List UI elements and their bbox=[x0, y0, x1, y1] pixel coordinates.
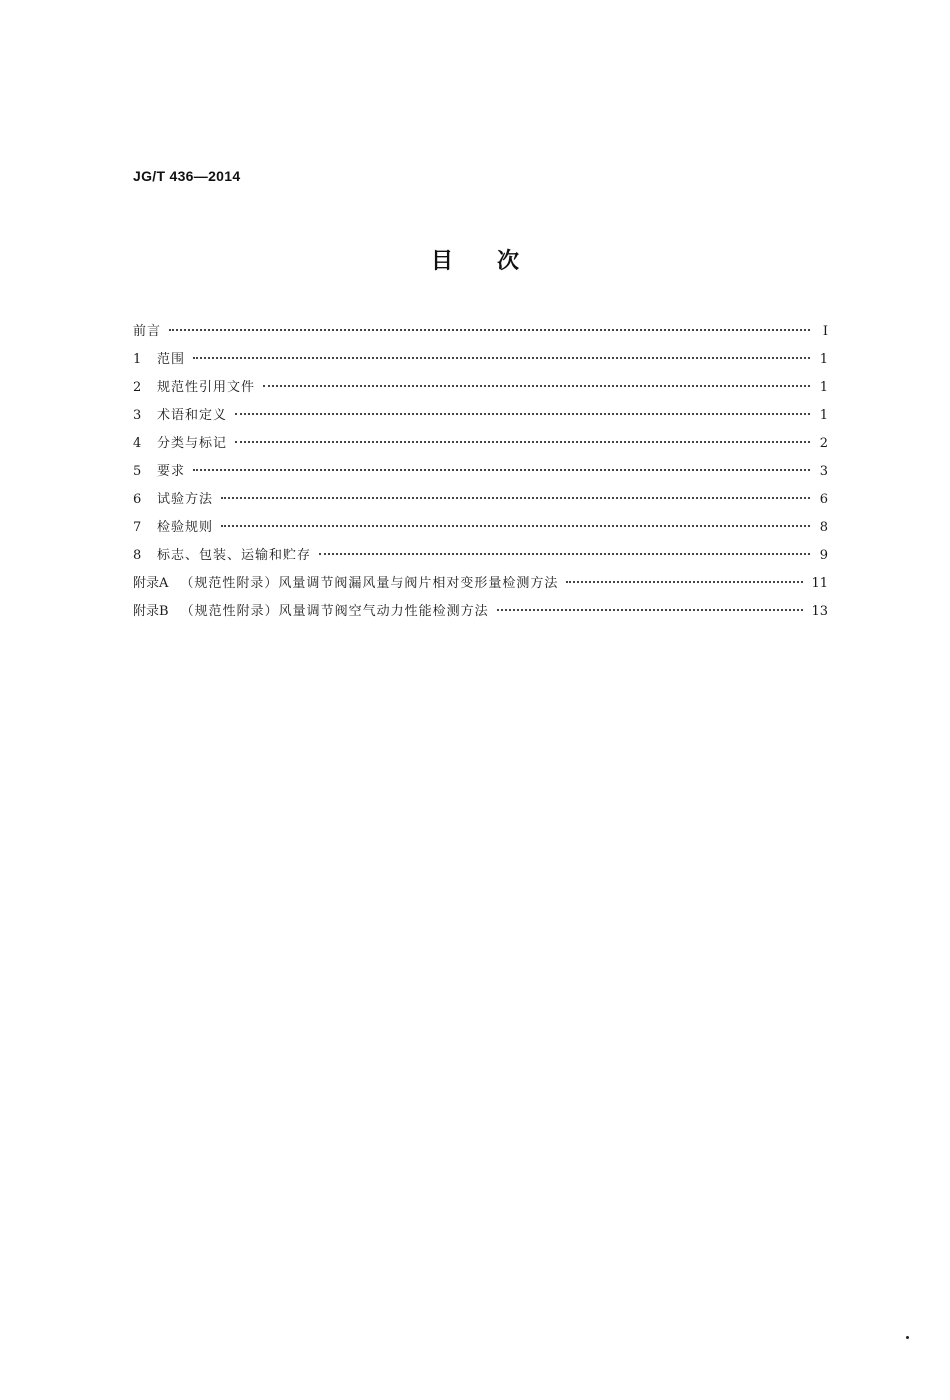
toc-entry-appendix-a[interactable] bbox=[133, 570, 828, 598]
toc-entry-page: 2 bbox=[819, 436, 828, 451]
toc-entry-number: 4 bbox=[133, 436, 142, 451]
dot-leader bbox=[263, 385, 810, 387]
toc-entry-appendix-b[interactable] bbox=[133, 598, 828, 626]
table-of-contents bbox=[133, 318, 828, 626]
toc-entry-page: 9 bbox=[819, 548, 828, 563]
dot-leader bbox=[497, 609, 804, 611]
toc-entry-page: 3 bbox=[819, 464, 828, 479]
toc-entry-page: 1 bbox=[819, 380, 828, 395]
toc-entry-page: 13 bbox=[811, 604, 828, 619]
toc-entry-label: （规范性附录）风量调节阀漏风量与阀片相对变形量检测方法 bbox=[180, 576, 559, 591]
toc-entry-page: 1 bbox=[819, 408, 828, 423]
toc-entry-label: 前言 bbox=[133, 324, 162, 339]
toc-entry-label: 分类与标记 bbox=[157, 436, 228, 451]
toc-entry-label: 范围 bbox=[157, 352, 186, 367]
page-title: 目次 bbox=[430, 249, 563, 274]
toc-entry-page: 11 bbox=[811, 576, 828, 591]
toc-entry-label: 标志、包装、运输和贮存 bbox=[157, 548, 312, 563]
toc-entry-number: 7 bbox=[133, 520, 142, 535]
dot-leader bbox=[221, 525, 810, 527]
dot-leader bbox=[221, 497, 810, 499]
toc-entry-label: （规范性附录）风量调节阀空气动力性能检测方法 bbox=[180, 604, 489, 619]
toc-entry-number: 6 bbox=[133, 492, 142, 507]
toc-entry-page: 8 bbox=[819, 520, 828, 535]
dot-leader bbox=[319, 553, 810, 555]
toc-entry-8[interactable] bbox=[133, 542, 828, 570]
toc-entry-7[interactable] bbox=[133, 514, 828, 542]
dot-leader bbox=[193, 357, 810, 359]
toc-entry-number: 3 bbox=[133, 408, 142, 423]
toc-entry-2[interactable] bbox=[133, 374, 828, 402]
toc-entry-page: 6 bbox=[819, 492, 828, 507]
toc-entry-foreword[interactable] bbox=[133, 318, 828, 346]
toc-entry-page: I bbox=[822, 324, 828, 339]
toc-entry-6[interactable] bbox=[133, 486, 828, 514]
standard-code: JG/T 436—2014 bbox=[133, 168, 241, 184]
toc-entry-1[interactable] bbox=[133, 346, 828, 374]
toc-entry-number: 5 bbox=[133, 464, 142, 479]
toc-entry-appendix-prefix: 附录B bbox=[133, 604, 169, 619]
toc-entry-appendix-prefix: 附录A bbox=[133, 576, 169, 591]
toc-entry-number: 2 bbox=[133, 380, 142, 395]
toc-entry-label: 检验规则 bbox=[157, 520, 214, 535]
toc-entry-number: 1 bbox=[133, 352, 142, 367]
dot-leader bbox=[235, 413, 810, 415]
toc-entry-label: 术语和定义 bbox=[157, 408, 228, 423]
toc-entry-label: 试验方法 bbox=[157, 492, 214, 507]
toc-entry-page: 1 bbox=[819, 352, 828, 367]
scan-speck bbox=[906, 1336, 909, 1339]
toc-entry-label: 规范性引用文件 bbox=[157, 380, 256, 395]
toc-entry-number: 8 bbox=[133, 548, 142, 563]
dot-leader bbox=[566, 581, 803, 583]
dot-leader bbox=[169, 329, 810, 331]
toc-entry-4[interactable] bbox=[133, 430, 828, 458]
dot-leader bbox=[235, 441, 810, 443]
toc-entry-label: 要求 bbox=[157, 464, 186, 479]
dot-leader bbox=[193, 469, 810, 471]
toc-entry-3[interactable] bbox=[133, 402, 828, 430]
toc-entry-5[interactable] bbox=[133, 458, 828, 486]
